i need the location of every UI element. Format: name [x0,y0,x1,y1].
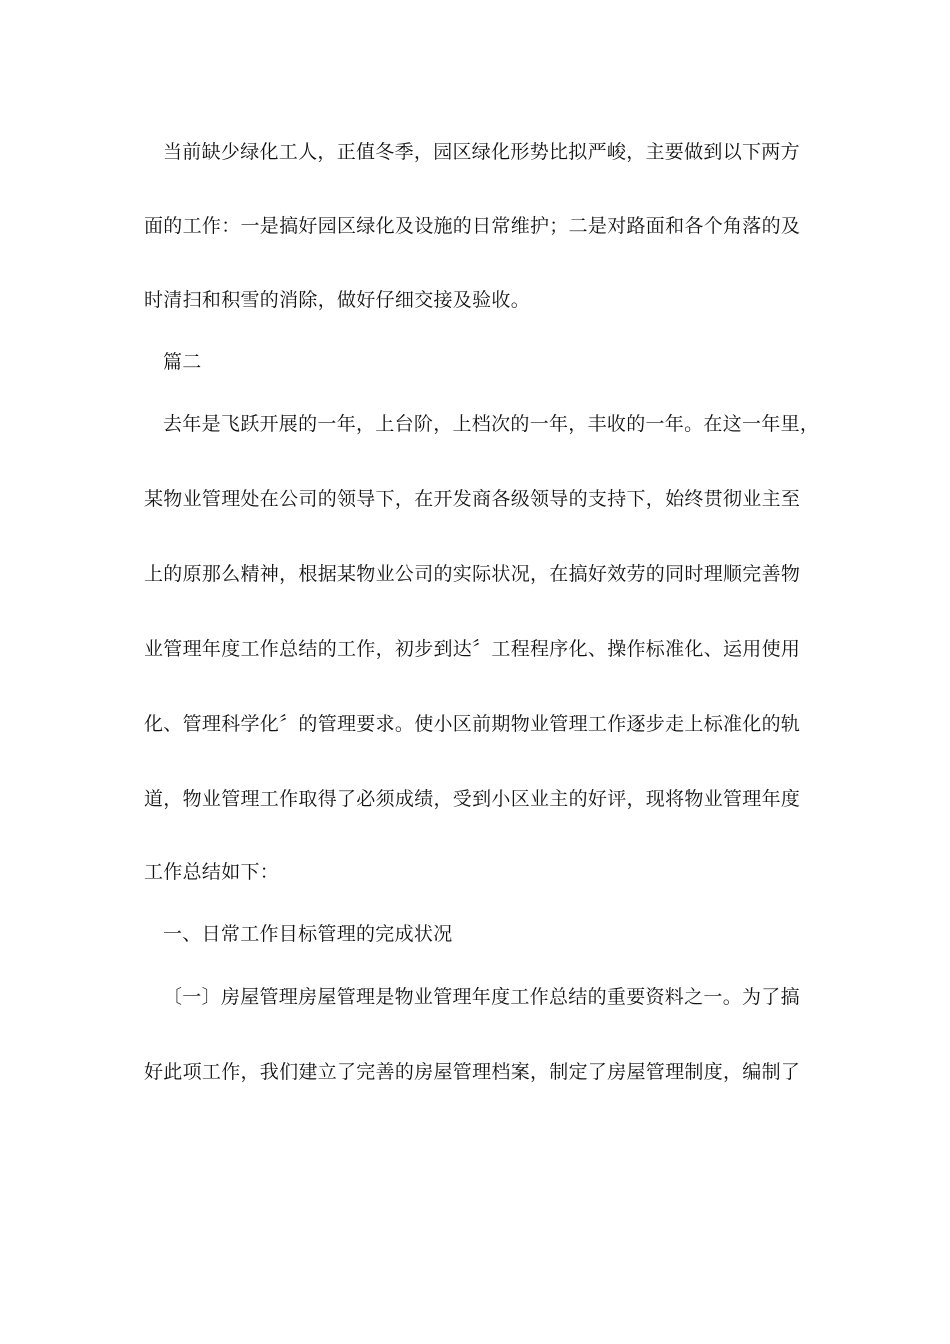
text-line: 业管理年度工作总结的工作，初步到达〞工程程序化、操作标准化、运用使用 [144,638,801,660]
text-line: 化、管理科学化〞的管理要求。使小区前期物业管理工作逐步走上标准化的轨 [144,713,801,735]
text-line: 好此项工作，我们建立了完善的房屋管理档案，制定了房屋管理制度，编制了 [144,1061,801,1083]
text-line: 去年是飞跃开展的一年，上台阶，上档次的一年，丰收的一年。在这一年里， [163,413,820,435]
section-heading: 篇二 [163,351,202,373]
text-line: 〔一〕房屋管理房屋管理是物业管理年度工作总结的重要资料之一。为了搞 [163,986,800,1008]
text-line: 工作总结如下： [144,861,280,883]
text-line: 面的工作：一是搞好园区绿化及设施的日常维护；二是对路面和各个角落的及 [144,215,801,237]
section-heading: 一、日常工作目标管理的完成状况 [163,923,453,945]
text-line: 道，物业管理工作取得了必须成绩，受到小区业主的好评，现将物业管理年度 [144,788,801,810]
text-line: 当前缺少绿化工人，正值冬季，园区绿化形势比拟严峻，主要做到以下两方 [163,141,800,163]
text-line: 某物业管理处在公司的领导下，在开发商各级领导的支持下，始终贯彻业主至 [144,488,801,510]
text-line: 上的原那么精神，根据某物业公司的实际状况，在搞好效劳的同时理顺完善物 [144,563,801,585]
text-line: 时清扫和积雪的消除，做好仔细交接及验收。 [144,289,531,311]
